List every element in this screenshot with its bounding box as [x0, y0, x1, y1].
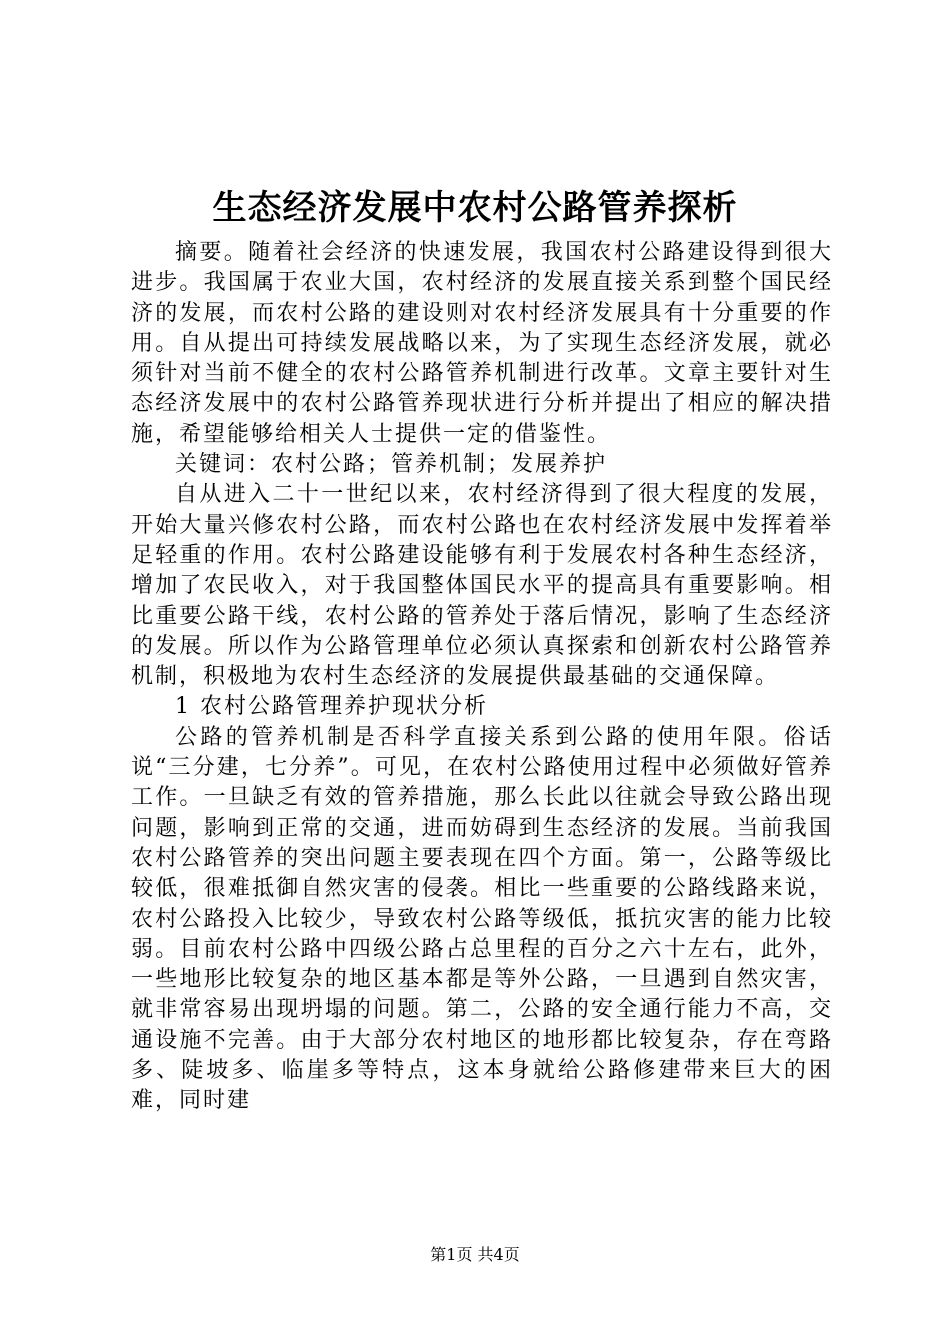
- introduction-paragraph: 自从进入二十一世纪以来，农村经济得到了很大程度的发展，开始大量兴修农村公路，而农村公路也在农村经济发展中发挥着举足轻重的作用。农村公路建设能够有利于发展农村各种生态经济，增加了农民收入，对于我国整体国民水平的提高具有重要影响。相比重要公路干线，农村公路的管养处于落后情况，影响了生态经济的发展。所以作为公路管理单位必须认真探索和创新农村公路管养机制，积极地为农村生态经济的发展提供最基础的交通保障。: [131, 482, 833, 690]
- document-body: [131, 238, 833, 1117]
- page-number-footer: 第1页 共4页: [430, 1245, 520, 1264]
- document-title: 生态经济发展中农村公路管养探析: [212, 188, 738, 228]
- section-heading: 1 农村公路管理养护现状分析: [175, 694, 488, 720]
- section-paragraph: 公路的管养机制是否科学直接关系到公路的使用年限。俗话说“三分建，七分养”。可见，在农村公路使用过程中必须做好管养工作。一旦缺乏有效的管养措施，那么长此以往就会导致公路出现问题，影响到正常的交通，进而妨碍到生态经济的发展。当前我国农村公路管养的突出问题主要表现在四个方面。第一，公路等级比较低，很难抵御自然灾害的侵袭。相比一些重要的公路线路来说，农村公路投入比较少，导致农村公路等级低，抵抗灾害的能力比较弱。目前农村公路中四级公路占总里程的百分之六十左右，此外，一些地形比较复杂的地区基本都是等外公路，一旦遇到自然灾害，就非常容易出现坍塌的问题。第二，公路的安全通行能力不高，交通设施不完善。由于大部分农村地区的地形都比较复杂，存在弯路多、陡坡多、临崖多等特点，这本身就给公路修建带来巨大的困难，同时建: [131, 724, 833, 1114]
- abstract-paragraph: 摘要。随着社会经济的快速发展，我国农村公路建设得到很大进步。我国属于农业大国，农村经济的发展直接关系到整个国民经济的发展，而农村公路的建设则对农村经济发展具有十分重要的作用。自从提出可持续发展战略以来，为了实现生态经济发展，就必须针对当前不健全的农村公路管养机制进行改革。文章主要针对生态经济发展中的农村公路管养现状进行分析并提出了相应的解决措施，希望能够给相关人士提供一定的借鉴性。: [131, 240, 833, 447]
- keywords-paragraph: 关键词：农村公路；管养机制；发展养护: [175, 452, 608, 478]
